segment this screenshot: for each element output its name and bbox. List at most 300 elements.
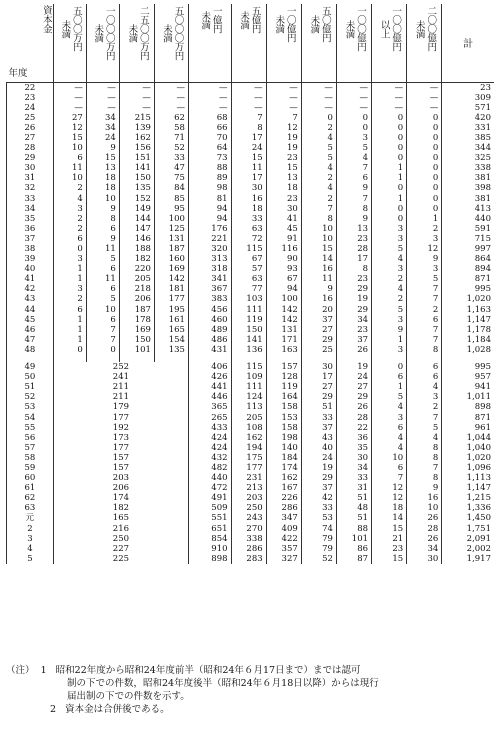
data-cell: 0 bbox=[86, 345, 119, 355]
data-cell: 898 bbox=[442, 402, 494, 412]
dash-cell: — bbox=[372, 93, 407, 103]
data-cell: 0 bbox=[336, 123, 371, 133]
data-cell: 35 bbox=[336, 443, 371, 453]
row-year: 61 bbox=[7, 483, 54, 493]
data-cell: 0 bbox=[407, 183, 442, 193]
data-cell: 1 bbox=[372, 173, 407, 183]
data-cell: 318 bbox=[188, 264, 231, 274]
data-cell: 5 bbox=[86, 294, 119, 304]
data-cell: 331 bbox=[442, 123, 494, 133]
merged-cell-under-50m: 211 bbox=[53, 392, 188, 402]
data-cell: 75 bbox=[154, 173, 188, 183]
data-cell: 154 bbox=[154, 335, 188, 345]
data-cell: 1 bbox=[372, 382, 407, 392]
column-header-qualifier: 未満 bbox=[92, 24, 104, 42]
merged-cell-under-50m: 227 bbox=[53, 544, 188, 554]
data-cell: 7 bbox=[407, 335, 442, 345]
data-cell: 961 bbox=[442, 423, 494, 433]
data-cell: 157 bbox=[266, 362, 301, 372]
data-cell: 158 bbox=[266, 402, 301, 412]
dash-cell: — bbox=[231, 103, 266, 113]
row-year: 22 bbox=[7, 82, 54, 93]
data-cell: 31 bbox=[336, 483, 371, 493]
data-cell: 7 bbox=[407, 463, 442, 473]
data-cell: 161 bbox=[154, 315, 188, 325]
table-row bbox=[7, 183, 495, 193]
data-cell: 41 bbox=[266, 214, 301, 224]
table-header bbox=[7, 4, 495, 82]
data-cell: 1 bbox=[372, 335, 407, 345]
data-cell: 29 bbox=[301, 335, 336, 345]
footnote-2: 2 資本金は合併後である。 bbox=[50, 704, 170, 715]
data-cell: 48 bbox=[336, 503, 371, 513]
data-cell: 426 bbox=[188, 372, 231, 382]
data-cell: 11 bbox=[86, 274, 119, 284]
data-cell: 8 bbox=[407, 453, 442, 463]
separator-cell bbox=[7, 355, 54, 362]
column-header bbox=[119, 4, 154, 82]
data-cell: 489 bbox=[188, 325, 231, 335]
dash-cell: — bbox=[407, 103, 442, 113]
data-cell: 205 bbox=[231, 413, 266, 423]
data-cell: 43 bbox=[301, 433, 336, 443]
data-cell: 18 bbox=[86, 183, 119, 193]
column-header bbox=[336, 4, 371, 82]
data-cell: 231 bbox=[231, 473, 266, 483]
separator-cell bbox=[372, 355, 407, 362]
dash-cell: — bbox=[336, 93, 371, 103]
data-cell: 551 bbox=[188, 513, 231, 523]
data-cell: 24 bbox=[231, 143, 266, 153]
data-cell: 0 bbox=[407, 133, 442, 143]
row-year: 58 bbox=[7, 453, 54, 463]
row-year: 35 bbox=[7, 214, 54, 224]
column-header-stack bbox=[407, 4, 441, 51]
data-cell: 5 bbox=[407, 423, 442, 433]
data-cell: 4 bbox=[336, 153, 371, 163]
table-row bbox=[7, 244, 495, 254]
column-header-amount: 一〇〇〇万円 bbox=[103, 6, 115, 60]
data-cell: 0 bbox=[407, 113, 442, 123]
data-cell: 446 bbox=[188, 392, 231, 402]
data-cell: 72 bbox=[231, 234, 266, 244]
data-cell: 177 bbox=[231, 463, 266, 473]
data-cell: 57 bbox=[231, 264, 266, 274]
table-row bbox=[7, 534, 495, 544]
data-cell: 33 bbox=[231, 214, 266, 224]
table-row bbox=[7, 284, 495, 294]
column-header-amount: 一〇〇億円 bbox=[354, 6, 366, 51]
data-cell: 286 bbox=[231, 544, 266, 554]
data-cell: 1 bbox=[53, 274, 86, 284]
data-cell: 15 bbox=[86, 153, 119, 163]
data-cell: 6 bbox=[53, 234, 86, 244]
data-cell: 47 bbox=[154, 163, 188, 173]
data-cell: 8 bbox=[86, 214, 119, 224]
table-row bbox=[7, 362, 495, 372]
row-year: 2 bbox=[7, 524, 54, 534]
row-year: 48 bbox=[7, 345, 54, 355]
separator-cell bbox=[442, 355, 494, 362]
data-cell: 8 bbox=[336, 204, 371, 214]
data-cell: 365 bbox=[188, 402, 231, 412]
data-cell: 19 bbox=[266, 143, 301, 153]
row-year: 5 bbox=[7, 554, 54, 564]
data-cell: 1 bbox=[53, 264, 86, 274]
data-cell: 8 bbox=[407, 443, 442, 453]
data-cell: 73 bbox=[188, 153, 231, 163]
data-cell: 34 bbox=[86, 113, 119, 123]
data-cell: 181 bbox=[154, 284, 188, 294]
data-cell: 198 bbox=[266, 433, 301, 443]
dash-cell: — bbox=[53, 93, 86, 103]
data-cell: 10 bbox=[407, 503, 442, 513]
data-cell: 33 bbox=[154, 153, 188, 163]
data-cell: 131 bbox=[154, 234, 188, 244]
data-cell: 8 bbox=[407, 345, 442, 355]
data-cell: 37 bbox=[301, 315, 336, 325]
row-year: 62 bbox=[7, 493, 54, 503]
dash-cell: — bbox=[336, 82, 371, 93]
data-cell: 94 bbox=[266, 284, 301, 294]
table-row bbox=[7, 544, 495, 554]
table-row bbox=[7, 473, 495, 483]
data-cell: 136 bbox=[231, 345, 266, 355]
data-cell: 3 bbox=[372, 224, 407, 234]
data-cell: 0 bbox=[407, 143, 442, 153]
table-row bbox=[7, 143, 495, 153]
data-cell: 115 bbox=[231, 362, 266, 372]
column-header-qualifier: 未満 bbox=[343, 19, 355, 38]
data-cell: 6 bbox=[86, 315, 119, 325]
column-header-amount: 一〇〇億円 bbox=[390, 6, 402, 51]
data-cell: 1,040 bbox=[442, 443, 494, 453]
column-header-stack bbox=[54, 4, 86, 51]
data-cell: 63 bbox=[231, 224, 266, 234]
column-header-qualifier: 未満 bbox=[273, 15, 285, 33]
data-cell: 338 bbox=[442, 163, 494, 173]
column-header bbox=[188, 4, 231, 82]
data-cell: 26 bbox=[407, 534, 442, 544]
dash-cell: — bbox=[407, 82, 442, 93]
dash-cell: — bbox=[154, 93, 188, 103]
separator-cell bbox=[336, 355, 371, 362]
data-cell: 17 bbox=[336, 254, 371, 264]
row-year: 41 bbox=[7, 274, 54, 284]
data-cell: 1,020 bbox=[442, 294, 494, 304]
data-cell: 715 bbox=[442, 234, 494, 244]
column-header-qualifier: 未満 bbox=[199, 10, 211, 29]
data-cell: 174 bbox=[266, 463, 301, 473]
data-cell: 84 bbox=[154, 183, 188, 193]
data-cell: 74 bbox=[301, 524, 336, 534]
data-cell: 27 bbox=[301, 325, 336, 335]
data-cell: 34 bbox=[86, 123, 119, 133]
row-year: 47 bbox=[7, 335, 54, 345]
data-cell: 215 bbox=[119, 113, 154, 123]
data-cell: 19 bbox=[336, 362, 371, 372]
data-cell: 2,091 bbox=[442, 534, 494, 544]
data-cell: 68 bbox=[188, 113, 231, 123]
table-row bbox=[7, 194, 495, 204]
data-cell: 113 bbox=[231, 402, 266, 412]
data-cell: 88 bbox=[188, 163, 231, 173]
data-cell: 34 bbox=[407, 544, 442, 554]
table-row bbox=[7, 463, 495, 473]
data-cell: 52 bbox=[301, 554, 336, 564]
dash-cell: — bbox=[53, 103, 86, 113]
data-cell: 58 bbox=[154, 123, 188, 133]
data-cell: 119 bbox=[266, 382, 301, 392]
year-axis-label: 年度 bbox=[8, 67, 28, 79]
data-cell: 1,028 bbox=[442, 345, 494, 355]
data-cell: 27 bbox=[53, 113, 86, 123]
data-cell: 591 bbox=[442, 224, 494, 234]
dash-cell: — bbox=[188, 93, 231, 103]
data-cell: 28 bbox=[336, 244, 371, 254]
data-cell: 424 bbox=[188, 443, 231, 453]
row-year: 56 bbox=[7, 433, 54, 443]
data-cell: 2 bbox=[301, 123, 336, 133]
data-cell: 91 bbox=[266, 234, 301, 244]
data-cell: 1 bbox=[53, 315, 86, 325]
column-header-qualifier: 未満 bbox=[238, 10, 250, 29]
data-cell: 14 bbox=[372, 513, 407, 523]
data-cell: 0 bbox=[407, 194, 442, 204]
dash-cell: — bbox=[86, 82, 119, 93]
data-cell: 51 bbox=[301, 402, 336, 412]
footnote-1-line-1: （注） 1 昭和22年度から昭和24年度前半（昭和24年６月17日まで）までは認可 bbox=[6, 665, 361, 676]
data-cell: 3 bbox=[372, 413, 407, 423]
separator-cell bbox=[53, 355, 86, 362]
data-cell: 194 bbox=[231, 443, 266, 453]
row-year: 31 bbox=[7, 173, 54, 183]
data-cell: 67 bbox=[231, 254, 266, 264]
data-cell: 2 bbox=[407, 402, 442, 412]
data-cell: 0 bbox=[301, 113, 336, 123]
column-header-stack bbox=[267, 4, 301, 42]
data-cell: 6 bbox=[372, 463, 407, 473]
table-row bbox=[7, 305, 495, 315]
data-cell: 144 bbox=[119, 214, 154, 224]
data-cell: 381 bbox=[442, 173, 494, 183]
data-cell: 406 bbox=[188, 362, 231, 372]
data-cell: 37 bbox=[336, 335, 371, 345]
dash-cell: — bbox=[119, 82, 154, 93]
data-cell: 325 bbox=[442, 153, 494, 163]
data-cell: 9 bbox=[407, 254, 442, 264]
table-row bbox=[7, 382, 495, 392]
data-cell: 11 bbox=[301, 274, 336, 284]
data-cell: 30 bbox=[266, 204, 301, 214]
table-row bbox=[7, 443, 495, 453]
data-cell: 12 bbox=[53, 123, 86, 133]
row-year: 28 bbox=[7, 143, 54, 153]
data-cell: 33 bbox=[336, 473, 371, 483]
merged-cell-under-50m: 157 bbox=[53, 463, 188, 473]
data-cell: 15 bbox=[231, 153, 266, 163]
data-cell: 108 bbox=[231, 423, 266, 433]
data-cell: 0 bbox=[372, 113, 407, 123]
merged-cell-under-50m: 250 bbox=[53, 534, 188, 544]
data-cell: 188 bbox=[119, 244, 154, 254]
data-cell: 997 bbox=[442, 244, 494, 254]
data-cell: 941 bbox=[442, 382, 494, 392]
data-cell: 203 bbox=[231, 493, 266, 503]
table-row bbox=[7, 325, 495, 335]
column-header-qualifier: 未満 bbox=[126, 24, 138, 42]
data-cell: 420 bbox=[442, 113, 494, 123]
data-cell: 141 bbox=[231, 335, 266, 345]
column-header bbox=[231, 4, 266, 82]
merged-cell-under-50m: 216 bbox=[53, 524, 188, 534]
data-cell: 3 bbox=[53, 204, 86, 214]
data-cell: 10 bbox=[53, 143, 86, 153]
dash-cell: — bbox=[372, 103, 407, 113]
data-cell: 23 bbox=[266, 153, 301, 163]
data-cell: 150 bbox=[119, 335, 154, 345]
data-cell: 142 bbox=[266, 305, 301, 315]
row-year: 32 bbox=[7, 183, 54, 193]
separator-cell bbox=[301, 355, 336, 362]
data-cell: 28 bbox=[336, 413, 371, 423]
data-cell: 17 bbox=[301, 372, 336, 382]
data-cell: 1,184 bbox=[442, 335, 494, 345]
data-cell: 15 bbox=[53, 133, 86, 143]
data-cell: 0 bbox=[372, 214, 407, 224]
data-cell: 381 bbox=[442, 194, 494, 204]
data-cell: 432 bbox=[188, 453, 231, 463]
data-cell: 4 bbox=[372, 402, 407, 412]
column-header bbox=[154, 4, 188, 82]
data-cell: 87 bbox=[336, 554, 371, 564]
data-cell: 10 bbox=[86, 305, 119, 315]
table-row bbox=[7, 402, 495, 412]
data-cell: 320 bbox=[188, 244, 231, 254]
data-cell: 169 bbox=[154, 264, 188, 274]
data-cell: 15 bbox=[266, 163, 301, 173]
data-cell: 2 bbox=[301, 194, 336, 204]
dash-cell: — bbox=[231, 93, 266, 103]
data-cell: 509 bbox=[188, 503, 231, 513]
dash-cell: — bbox=[188, 103, 231, 113]
table-row bbox=[7, 493, 495, 503]
table-row bbox=[7, 103, 495, 113]
data-cell: 94 bbox=[188, 214, 231, 224]
data-cell: 9 bbox=[301, 284, 336, 294]
merged-cell-under-50m: 192 bbox=[53, 423, 188, 433]
column-header-qualifier: 未満 bbox=[308, 15, 320, 33]
data-cell: 871 bbox=[442, 274, 494, 284]
row-year: 元 bbox=[7, 513, 54, 523]
data-cell: 12 bbox=[407, 244, 442, 254]
table-row bbox=[7, 224, 495, 234]
data-cell: 19 bbox=[266, 133, 301, 143]
data-cell: 24 bbox=[336, 372, 371, 382]
data-cell: 18 bbox=[266, 183, 301, 193]
column-header bbox=[266, 4, 301, 82]
data-cell: 128 bbox=[266, 372, 301, 382]
merged-cell-under-50m: 177 bbox=[53, 413, 188, 423]
data-cell: 5 bbox=[336, 143, 371, 153]
row-year: 60 bbox=[7, 473, 54, 483]
merged-cell-under-50m: 157 bbox=[53, 453, 188, 463]
data-cell: 29 bbox=[336, 392, 371, 402]
data-cell: 152 bbox=[119, 194, 154, 204]
data-cell: 162 bbox=[266, 473, 301, 483]
data-cell: 52 bbox=[154, 143, 188, 153]
column-header-total: 計 bbox=[442, 4, 494, 82]
table-row bbox=[7, 392, 495, 402]
data-cell: 218 bbox=[119, 284, 154, 294]
table-row bbox=[7, 483, 495, 493]
data-cell: 0 bbox=[372, 153, 407, 163]
data-cell: 10 bbox=[53, 173, 86, 183]
data-cell: 62 bbox=[154, 113, 188, 123]
data-cell: 7 bbox=[336, 194, 371, 204]
footnotes bbox=[6, 664, 494, 716]
table-row bbox=[7, 413, 495, 423]
data-cell: 7 bbox=[86, 335, 119, 345]
data-cell: 175 bbox=[231, 453, 266, 463]
data-cell: 150 bbox=[119, 173, 154, 183]
data-cell: 1,147 bbox=[442, 315, 494, 325]
row-year: 25 bbox=[7, 113, 54, 123]
data-cell: 2 bbox=[372, 274, 407, 284]
data-cell: 10 bbox=[301, 234, 336, 244]
column-header-amount: 五〇億円 bbox=[319, 6, 331, 42]
data-cell: 2 bbox=[407, 224, 442, 234]
data-cell: 2 bbox=[407, 305, 442, 315]
data-cell: 864 bbox=[442, 254, 494, 264]
data-cell: 491 bbox=[188, 493, 231, 503]
data-cell: 139 bbox=[119, 123, 154, 133]
data-cell: 4 bbox=[301, 133, 336, 143]
table-row bbox=[7, 82, 495, 93]
row-year: 29 bbox=[7, 153, 54, 163]
row-year: 30 bbox=[7, 163, 54, 173]
table-row bbox=[7, 554, 495, 564]
column-header-stack bbox=[302, 4, 336, 42]
data-cell: 440 bbox=[442, 214, 494, 224]
data-cell: 70 bbox=[188, 133, 231, 143]
data-cell: 17 bbox=[231, 173, 266, 183]
data-cell: 12 bbox=[266, 123, 301, 133]
data-cell: 0 bbox=[372, 362, 407, 372]
data-cell: 6 bbox=[86, 264, 119, 274]
data-cell: 90 bbox=[266, 254, 301, 264]
data-cell: 243 bbox=[231, 513, 266, 523]
data-cell: 8 bbox=[231, 123, 266, 133]
data-cell: 2 bbox=[53, 224, 86, 234]
dash-cell: — bbox=[301, 82, 336, 93]
data-cell: 24 bbox=[86, 133, 119, 143]
data-cell: 146 bbox=[119, 234, 154, 244]
data-cell: 27 bbox=[336, 382, 371, 392]
data-cell: 5 bbox=[372, 392, 407, 402]
dash-cell: — bbox=[53, 82, 86, 93]
data-cell: 34 bbox=[336, 315, 371, 325]
column-header-stack bbox=[232, 4, 266, 33]
data-cell: 441 bbox=[188, 382, 231, 392]
data-cell: 1 bbox=[372, 194, 407, 204]
data-cell: 1 bbox=[53, 335, 86, 345]
data-cell: 486 bbox=[188, 335, 231, 345]
data-cell: 8 bbox=[301, 214, 336, 224]
data-cell: 3 bbox=[53, 284, 86, 294]
table-row bbox=[7, 214, 495, 224]
data-cell: 167 bbox=[266, 483, 301, 493]
